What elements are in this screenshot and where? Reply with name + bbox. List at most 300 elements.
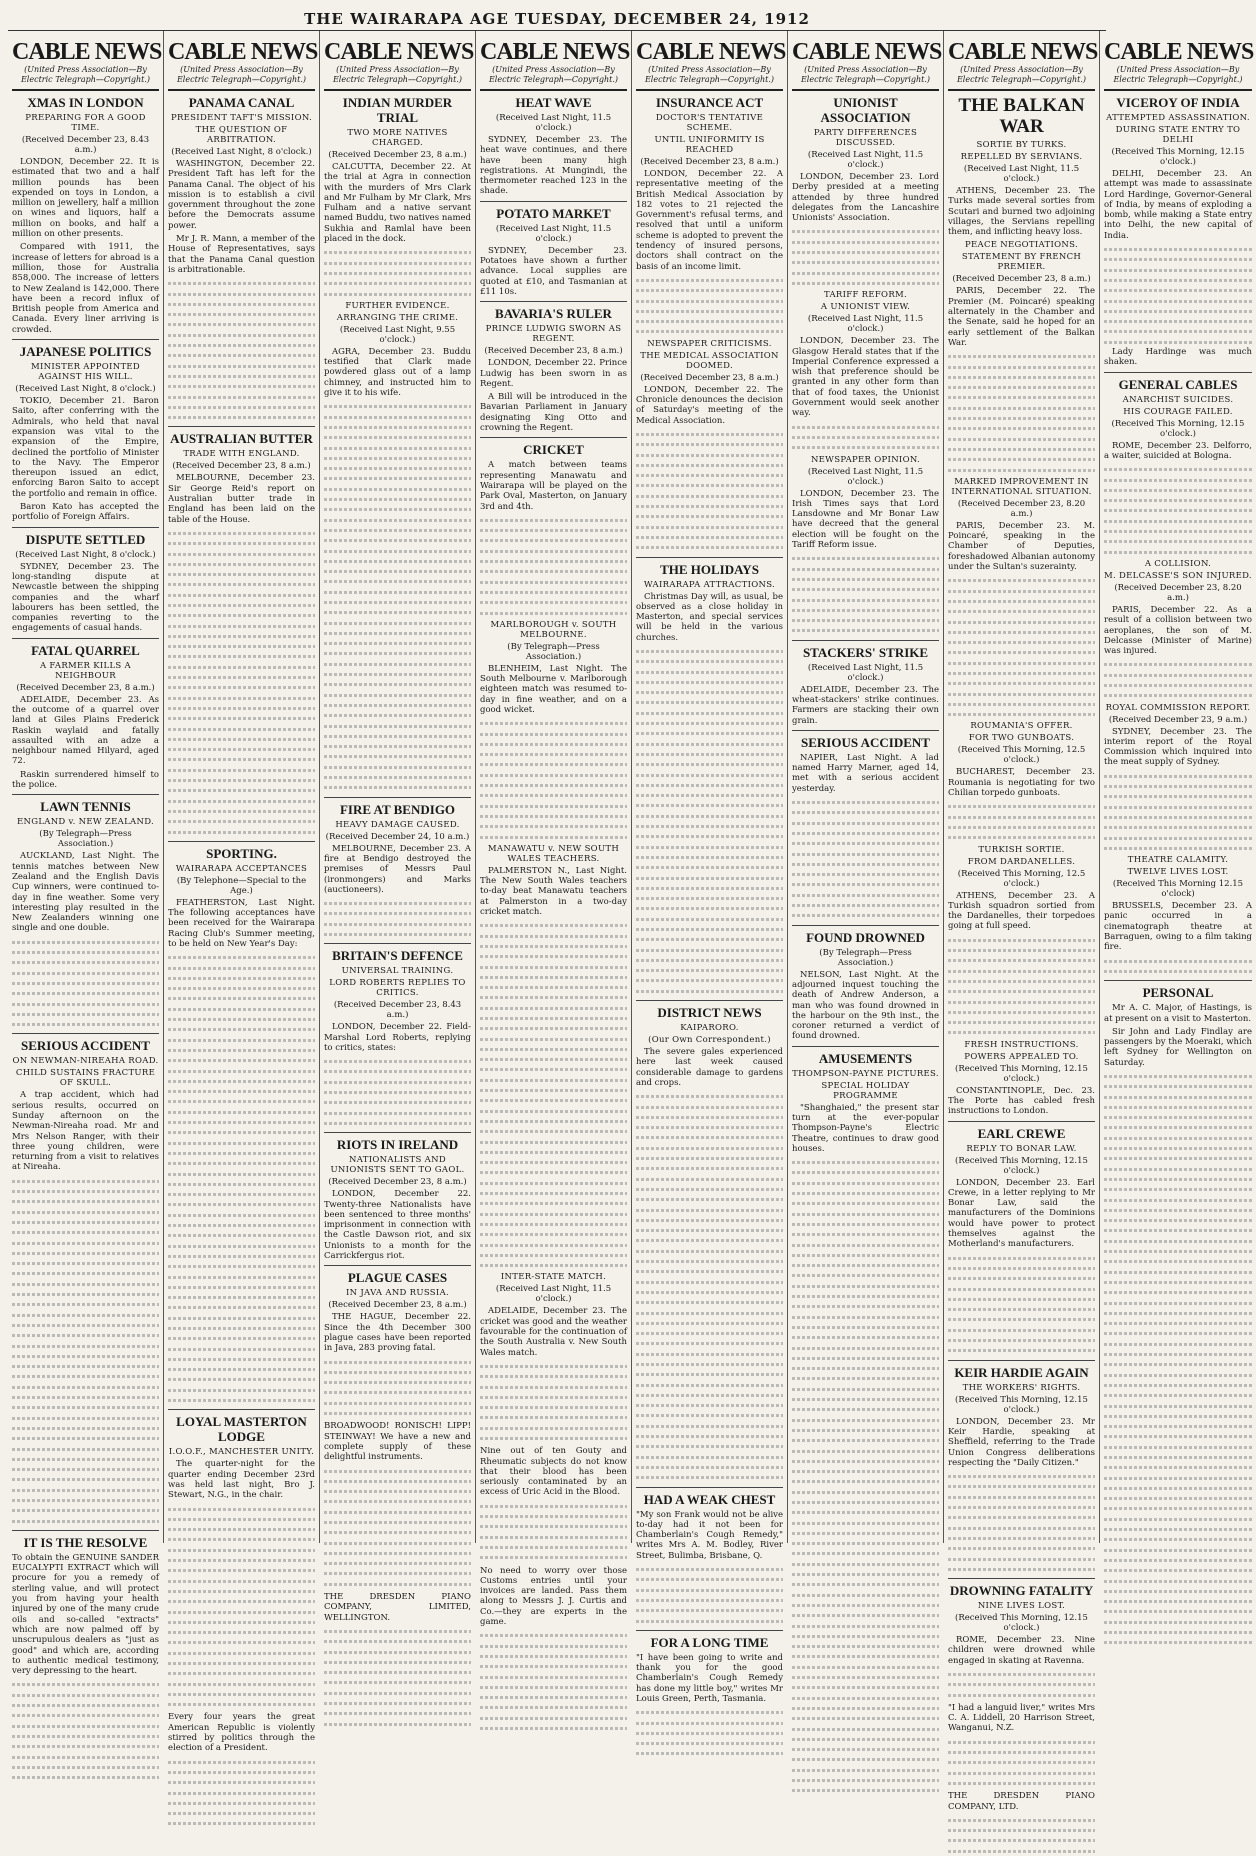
text-line [168, 1818, 315, 1828]
text-line [324, 1558, 471, 1568]
illegible-text-lines [948, 935, 1095, 1038]
text-line [480, 525, 627, 535]
text-line [168, 309, 315, 319]
article-paragraph: LONDON, December 22. Twenty-three Nationalists have been sentenced to three months' imprisonment in connection with the Castle Dawson riot, and six Unionists to a month for the Carrickfergus riot. [324, 1189, 471, 1262]
text-line [948, 1481, 1095, 1491]
text-line [168, 1385, 315, 1395]
text-line [12, 1516, 159, 1526]
article-subhead: MARLBOROUGH v. SOUTH MELBOURNE. [490, 619, 617, 640]
column-1 [8, 31, 164, 1677]
text-line [168, 1689, 315, 1699]
article-subhead: M. DELCASSE'S SON INJURED. [1104, 570, 1252, 581]
text-line [792, 1415, 939, 1425]
text-line [792, 1765, 939, 1775]
text-line [948, 392, 1095, 402]
text-line [168, 816, 315, 826]
article-subhead: MINISTER APPOINTED AGAINST HIS WILL. [30, 362, 141, 383]
text-line [636, 1143, 783, 1153]
text-line [948, 1533, 1095, 1543]
text-line [636, 1174, 783, 1184]
text-line [324, 556, 471, 566]
text-line [12, 1505, 159, 1515]
text-line [168, 538, 315, 548]
article-paragraph: LONDON, December 22. A representative meeting of the British Medical Association by 182 votes to 21 rejected the Government's refusal terms, and resolved that until a uniform scheme is adopted to prevent the tendency of insured persons, doctors shall contract on the basis of an income limit. [636, 169, 783, 272]
text-line [12, 1433, 159, 1443]
text-line [324, 546, 471, 556]
text-line [168, 1055, 315, 1065]
text-line [1104, 1339, 1252, 1349]
text-line [480, 1402, 627, 1412]
illegible-text-lines [324, 1357, 471, 1419]
article-paragraph: WASHINGTON, December 22. President Taft has left for the Panama Canal. The object of his mission is to establish a civil government throughout the zone before the Democrats assume power. [168, 159, 315, 231]
text-line [12, 1752, 159, 1762]
article-headline: HEAT WAVE [515, 95, 592, 110]
divider [12, 527, 159, 528]
text-line [12, 957, 159, 967]
article-paragraph: DELHI, December 23. An attempt was made to assassinate Lord Hardinge, Governor-General of India, by means of exploding a bomb, while making a State entry into Delhi, the new capital of India. [1104, 169, 1252, 241]
text-line [1104, 1452, 1252, 1462]
text-line [168, 1076, 315, 1086]
text-line [324, 1719, 471, 1729]
text-line [324, 504, 471, 514]
divider [792, 730, 939, 731]
text-line [948, 465, 1095, 475]
text-line [1104, 475, 1252, 485]
text-line [168, 600, 315, 610]
text-line [480, 1723, 627, 1733]
text-line [1104, 680, 1252, 690]
text-line [948, 1757, 1095, 1767]
article-paragraph: Sir John and Lady Findlay are passengers by the Moeraki, which left Sydney for Wellington on Saturday. [1104, 1026, 1252, 1068]
text-line [324, 525, 471, 535]
text-line [168, 693, 315, 703]
text-line [324, 1398, 471, 1408]
text-line [948, 1523, 1095, 1533]
text-line [480, 1023, 627, 1033]
text-line [1104, 1534, 1252, 1544]
illegible-text-lines [636, 1091, 783, 1482]
text-line [324, 432, 471, 442]
text-line [948, 1747, 1095, 1757]
text-line [1104, 1401, 1252, 1411]
text-line [948, 1284, 1095, 1294]
text-line [1104, 526, 1252, 536]
text-line [168, 806, 315, 816]
text-line [12, 1454, 159, 1464]
divider [636, 1000, 783, 1001]
article-headline: BAVARIA'S RULER [495, 306, 612, 322]
text-line [948, 1492, 1095, 1502]
divider [1104, 980, 1252, 981]
text-line [636, 924, 783, 934]
text-line [948, 627, 1095, 637]
text-line [480, 739, 627, 749]
text-line [636, 1194, 783, 1204]
text-line [792, 605, 939, 615]
text-line [636, 1153, 783, 1163]
article-subhead: KAIPARORO. [680, 1023, 739, 1034]
text-line [792, 900, 939, 910]
text-line [636, 1246, 783, 1256]
text-line [792, 268, 939, 278]
text-line [948, 935, 1095, 945]
article-paragraph: Christmas Day will, as usual, be observed as a close holiday in Masterton, and special services will be held in the various churches. [636, 591, 783, 643]
text-line [168, 641, 315, 651]
text-line [636, 1707, 783, 1717]
text-line [324, 494, 471, 504]
article-headline: VICEROY OF INDIA [1116, 95, 1240, 110]
illegible-text-lines [1104, 956, 1252, 977]
text-line [168, 963, 315, 973]
text-line [324, 463, 471, 473]
text-line [168, 1586, 315, 1596]
text-line [168, 651, 315, 661]
text-line [636, 439, 783, 449]
text-line [636, 1380, 783, 1390]
divider [12, 89, 159, 91]
text-line [792, 1363, 939, 1373]
text-line [168, 724, 315, 734]
article-subhead: ON NEWMAN-NIREAHA ROAD. [12, 1056, 159, 1067]
article-headline: DROWNING FATALITY [949, 1583, 1094, 1599]
text-line [636, 862, 783, 872]
dateline: (Received December 23, 8 a.m.) [484, 346, 623, 357]
text-line [1104, 1514, 1252, 1524]
text-line [480, 1085, 627, 1095]
text-line [636, 831, 783, 841]
divider [636, 1487, 783, 1488]
text-line [792, 1466, 939, 1476]
article-paragraph: ATHENS, December 23. A Turkish squadron sortied from the Dardanelles, their torpedoes going at full speed. [948, 890, 1095, 932]
text-line [168, 775, 315, 785]
text-line [480, 597, 627, 607]
text-line [792, 257, 939, 267]
article-paragraph: THE HAGUE, December 22. Since the 4th December 300 plague cases have been reported in Java, 283 proving fatal. [324, 1312, 471, 1354]
dateline: (Received Last Night, 11.5 o'clock.) [495, 1284, 612, 1305]
illegible-text-lines [168, 1504, 315, 1710]
text-line [636, 697, 783, 707]
text-line [1104, 1081, 1252, 1091]
text-line [1104, 1380, 1252, 1390]
text-line [324, 1077, 471, 1087]
text-line [1104, 771, 1252, 781]
text-line [480, 1198, 627, 1208]
dateline: (Received December 23, 8 a.m.) [640, 372, 779, 383]
cable-news-banner: CABLE NEWS [636, 39, 786, 65]
text-line [636, 708, 783, 718]
text-line [948, 699, 1095, 709]
text-line [324, 401, 471, 411]
text-line [636, 1112, 783, 1122]
text-line [1104, 1565, 1252, 1575]
text-line [948, 1835, 1095, 1845]
divider [792, 1046, 939, 1047]
text-line [948, 351, 1095, 361]
illegible-text-lines [1104, 771, 1252, 853]
text-line [948, 976, 1095, 986]
text-line [1104, 1195, 1252, 1205]
text-line [792, 1610, 939, 1620]
text-line [168, 785, 315, 795]
text-line [324, 1647, 471, 1657]
text-line [948, 1502, 1095, 1512]
text-line [636, 285, 783, 295]
text-line [168, 412, 315, 422]
text-line [480, 972, 627, 982]
divider [324, 943, 471, 944]
article-headline: BRITAIN'S DEFENCE [332, 948, 463, 964]
text-line [948, 434, 1095, 444]
article-subhead: PARTY DIFFERENCES DISCUSSED. [813, 128, 918, 148]
text-line [324, 247, 471, 257]
text-line [1104, 1246, 1252, 1256]
press-credit: (United Press Association—By Electric Telegraph—Copyright.) [176, 65, 307, 84]
text-line [168, 1617, 315, 1627]
article-subhead: FOR TWO GUNBOATS. [968, 733, 1075, 744]
text-line [1104, 495, 1252, 505]
text-line [168, 1004, 315, 1014]
article-subhead: TRADE WITH ENGLAND. [183, 449, 300, 460]
article-paragraph: FEATHERSTON, Last Night. The following acceptances have been received for the Wairarapa Racing Club's Summer meeting, to be held on New Year's Day: [168, 897, 315, 949]
article-subhead: CHILD SUSTAINS FRACTURE OF SKULL. [15, 1068, 156, 1089]
text-line [324, 741, 471, 751]
article-subhead: NATIONALISTS AND UNIONISTS SENT TO GAOL. [330, 1155, 465, 1176]
article-subhead: TWELVE LIVES LOST. [1127, 867, 1229, 878]
text-line [1104, 1184, 1252, 1194]
text-line [324, 1507, 471, 1517]
text-line [324, 1568, 471, 1578]
text-line [12, 968, 159, 978]
text-line [636, 522, 783, 532]
text-line [12, 1009, 159, 1019]
text-line [324, 576, 471, 586]
text-line [12, 1268, 159, 1278]
text-line [792, 1528, 939, 1538]
text-line [948, 1778, 1095, 1788]
article-headline: EARL CREWE [977, 1125, 1066, 1141]
illegible-text-lines [948, 801, 1095, 842]
dateline: (Received Last Night, 11.5 o'clock.) [807, 150, 924, 170]
article-subhead: FURTHER EVIDENCE. [345, 300, 450, 311]
text-line [480, 1229, 627, 1239]
text-line [1104, 966, 1252, 976]
text-line [792, 422, 939, 432]
article-paragraph: LONDON, December 23. The Irish Times says that Lord Lansdowne and Mr Bonar Law have decreed that the general election will be fought on the Tariff Reform issue. [792, 488, 939, 551]
article-headline: AUSTRALIAN BUTTER [170, 431, 313, 447]
text-line [168, 1302, 315, 1312]
text-line [12, 1289, 159, 1299]
dateline: (Received December 23, 8 a.m.) [172, 461, 311, 472]
text-line [948, 1294, 1095, 1304]
text-line [948, 1007, 1095, 1017]
text-line [792, 1651, 939, 1661]
article-headline: FOUND DROWNED [806, 929, 925, 945]
text-line [636, 1215, 783, 1225]
illegible-text-lines [636, 646, 783, 996]
text-line [168, 1504, 315, 1514]
press-credit: (United Press Association—By Electric Telegraph—Copyright.) [644, 65, 775, 84]
divider [480, 437, 627, 438]
text-line [1104, 781, 1252, 791]
text-line [1104, 1236, 1252, 1246]
dateline: (Received December 23, 8 a.m.) [328, 1300, 467, 1311]
dateline: (Received This Morning, 12.15 o'clock.) [1111, 147, 1245, 167]
article-subhead: SPECIAL HOLIDAY PROGRAMME [821, 1080, 910, 1101]
text-line [480, 1095, 627, 1105]
text-line [480, 770, 627, 780]
article-paragraph: PARIS, December 22. The Premier (M. Poincaré) speaking alternately in the Chamber and the Senate, said he hoped for an early settlement of the Balkan War. [948, 286, 1095, 348]
press-credit: (United Press Association—By Electric Telegraph—Copyright.) [332, 65, 463, 84]
text-line [480, 1137, 627, 1147]
text-line [324, 700, 471, 710]
text-line [480, 1672, 627, 1682]
article-subhead: TWO MORE NATIVES CHARGED. [347, 128, 448, 148]
text-line [324, 453, 471, 463]
text-line [1104, 1102, 1252, 1112]
dateline: (Received Last Night, 8 o'clock.) [15, 384, 156, 395]
advertisement-text: BROADWOOD! RONISCH! LIPP! STEINWAY! We have a new and complete supply of these delightful instruments. [324, 1421, 471, 1463]
text-line [636, 800, 783, 810]
text-line [168, 1344, 315, 1354]
text-line [636, 728, 783, 738]
text-line [792, 1579, 939, 1589]
text-line [12, 988, 159, 998]
text-line [480, 801, 627, 811]
article-subhead: REPELLED BY SERVIANS. [960, 152, 1083, 162]
text-line [1104, 1277, 1252, 1287]
text-line [324, 710, 471, 720]
text-line [1104, 306, 1252, 316]
text-line [1104, 1112, 1252, 1122]
text-line [636, 667, 783, 677]
article-subhead: IN JAVA AND RUSSIA. [345, 1288, 450, 1299]
advertisement-text: Every four years the great American Republic is violently stirred by politics through the election of a President. [168, 1712, 315, 1754]
advertisement-text: "My son Frank would not be alive to-day had it not been for Chamberlain's Cough Remedy," writes Mrs A. M. Bodley, River Street, Bulimba, Brisbane, Q. [636, 1509, 783, 1561]
text-line [168, 734, 315, 744]
illegible-text-lines [792, 226, 939, 288]
text-line [636, 1205, 783, 1215]
article-paragraph: MELBOURNE, December 23. Sir George Reid's report on Australian butter trade in England has been laid on the table of the House. [168, 473, 315, 525]
dateline: (Received This Morning, 12.15 o'clock.) [955, 1155, 1088, 1176]
advertisement-text: THE DRESDEN PIANO COMPANY, LIMITED, WELLINGTON. [324, 1592, 471, 1623]
illegible-text-lines [948, 575, 1095, 719]
text-line [948, 1543, 1095, 1553]
text-line [12, 1402, 159, 1412]
text-line [792, 807, 939, 817]
masthead: THE WAIRARAPA AGE TUESDAY, DECEMBER 24, 1912 [8, 8, 1106, 31]
text-line [324, 1548, 471, 1558]
text-line [948, 1253, 1095, 1263]
dateline: (Received December 23, 8 a.m.) [640, 157, 779, 167]
text-line [636, 842, 783, 852]
text-line [636, 1462, 783, 1472]
text-line [480, 832, 627, 842]
article-subhead: THOMPSON-PAYNE PICTURES. [792, 1068, 939, 1079]
article-paragraph: A trap accident, which had serious results, occurred on Sunday afternoon on the Newman-Nireaha road. Mr and Mrs Nelson Ranger, with their three young children, were returning from a visit to relatives at Nireaha. [12, 1090, 159, 1173]
text-line [480, 1392, 627, 1402]
text-line [636, 1728, 783, 1738]
text-line [480, 1064, 627, 1074]
text-line [948, 822, 1095, 832]
text-line [792, 625, 939, 635]
text-line [792, 1435, 939, 1445]
press-credit: (United Press Association—By Electric Telegraph—Copyright.) [956, 65, 1087, 84]
text-line [168, 703, 315, 713]
text-line [792, 1487, 939, 1497]
dateline: (Received This Morning 12.15 o'clock) [1112, 879, 1244, 900]
text-line [168, 1808, 315, 1818]
text-line [12, 1731, 159, 1741]
text-line [480, 931, 627, 941]
text-line [480, 759, 627, 769]
text-line [480, 1511, 627, 1521]
text-line [636, 656, 783, 666]
dateline: (Received December 23, 8 a.m.) [16, 682, 155, 693]
text-line [792, 1724, 939, 1734]
text-line [1104, 1308, 1252, 1318]
text-line [168, 1241, 315, 1251]
text-line [636, 1431, 783, 1441]
text-line [480, 941, 627, 951]
text-line [168, 1323, 315, 1333]
text-line [1104, 1267, 1252, 1277]
dateline: (Received This Morning, 12.5 o'clock.) [957, 745, 1086, 766]
text-line [1104, 1617, 1252, 1627]
text-line [480, 1521, 627, 1531]
text-line [792, 574, 939, 584]
text-line [12, 1351, 159, 1361]
text-line [168, 1107, 315, 1117]
article-subhead: DOCTOR'S TENTATIVE SCHEME. [655, 113, 764, 133]
text-line [948, 689, 1095, 699]
text-line [636, 1287, 783, 1297]
text-line [480, 1219, 627, 1229]
text-line [324, 908, 471, 918]
text-line [636, 1564, 783, 1574]
article-subhead: ARRANGING THE CRIME. [336, 312, 459, 323]
divider [168, 841, 315, 842]
text-line [948, 1679, 1095, 1689]
text-line [168, 569, 315, 579]
text-line [948, 1564, 1095, 1574]
text-line [636, 275, 783, 285]
text-line [636, 873, 783, 883]
text-line [480, 1552, 627, 1562]
article-headline: SERIOUS ACCIDENT [801, 734, 930, 750]
text-line [168, 1230, 315, 1240]
article-paragraph: Baron Kato has accepted the portfolio of Foreign Affairs. [12, 502, 159, 523]
illegible-text-lines [948, 1815, 1095, 1856]
divider [12, 339, 159, 340]
text-line [168, 392, 315, 402]
text-line [1104, 1071, 1252, 1081]
text-line [324, 607, 471, 617]
text-line [792, 1476, 939, 1486]
text-line [948, 1669, 1095, 1679]
article-headline: GENERAL CABLES [1118, 376, 1238, 392]
text-line [636, 1452, 783, 1462]
divider [636, 557, 783, 558]
article-subhead: PREPARING FOR A GOOD TIME. [25, 113, 146, 133]
article-subhead: NEWSPAPER CRITICISMS. [647, 338, 772, 349]
text-line [168, 672, 315, 682]
text-line [480, 1371, 627, 1381]
text-line [636, 687, 783, 697]
text-line [948, 362, 1095, 372]
text-line [1104, 337, 1252, 347]
text-line [480, 1260, 627, 1270]
text-line [792, 1404, 939, 1414]
